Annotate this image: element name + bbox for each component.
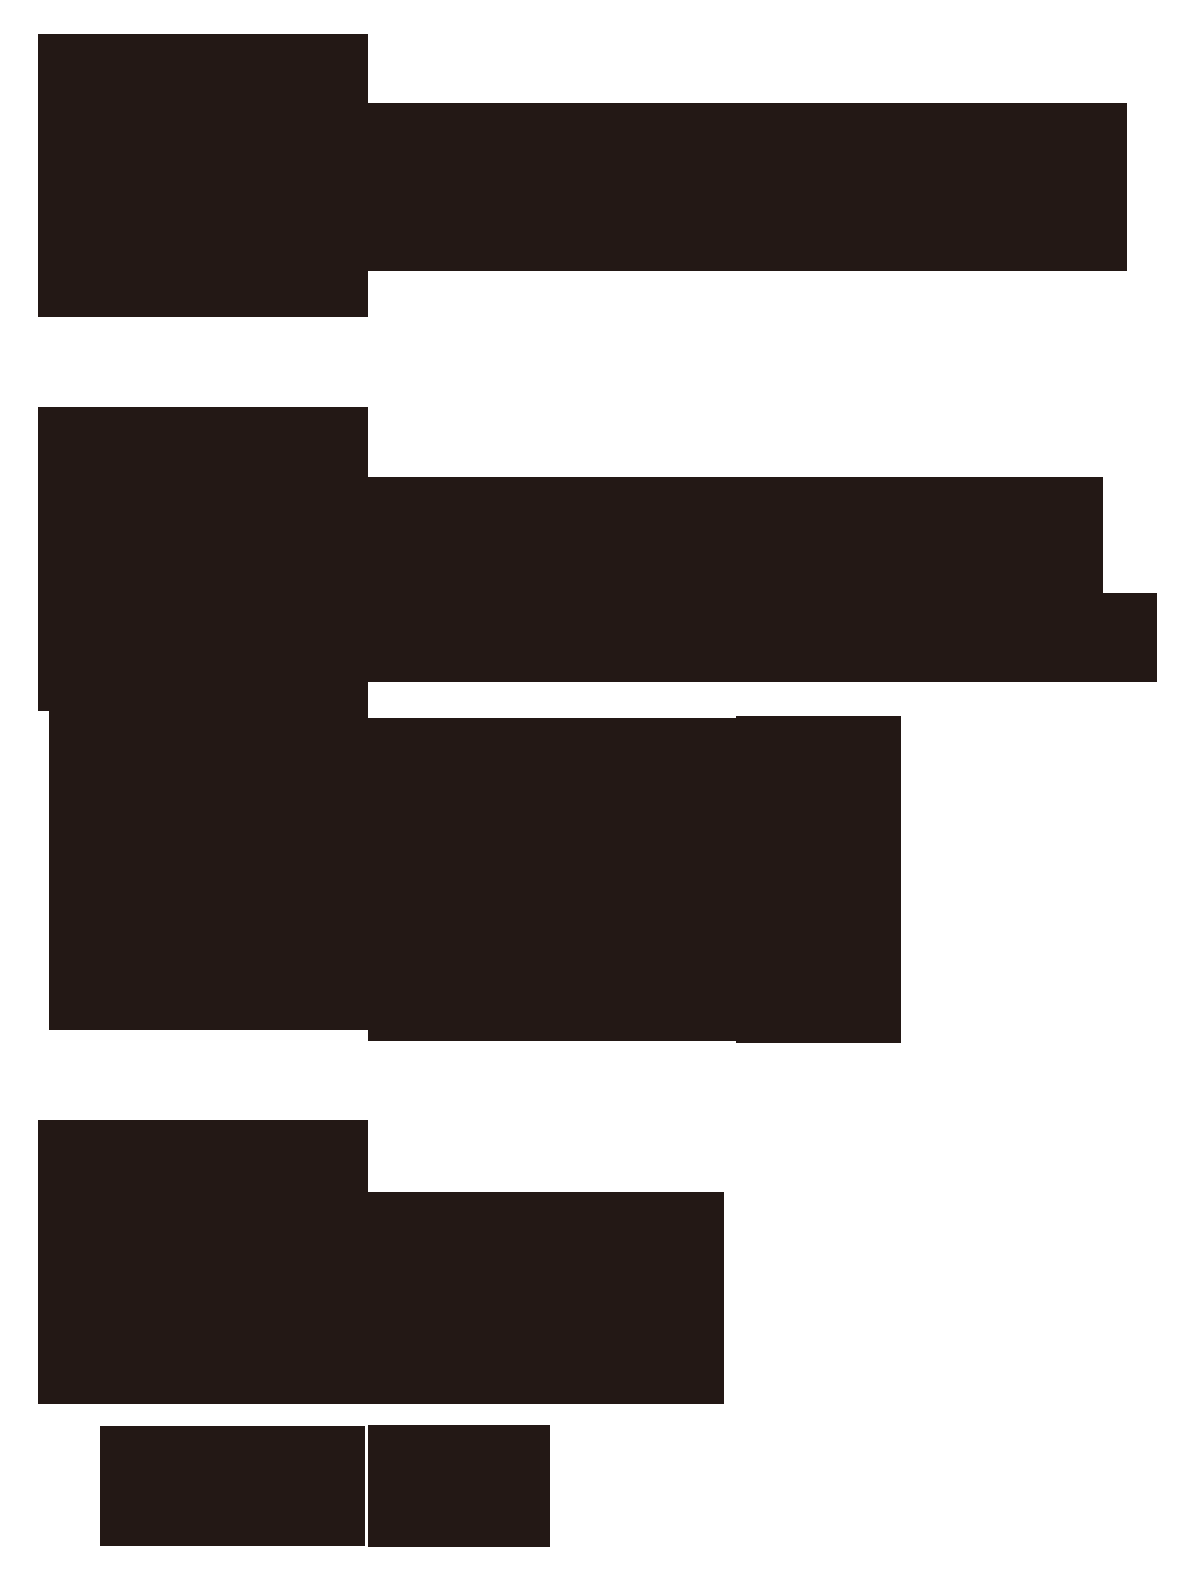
redaction-block-mid-left xyxy=(38,407,368,711)
redaction-block-lower-right-column xyxy=(736,716,901,1043)
redaction-block-top-right-bar xyxy=(368,103,1127,271)
redaction-block-mid-right-upper xyxy=(368,477,1103,593)
redaction-block-top-left xyxy=(38,34,368,317)
redaction-block-lower-mid-column xyxy=(368,718,736,1041)
redaction-block-lower-left-column xyxy=(49,711,368,1030)
redaction-block-bottom-left xyxy=(38,1120,368,1404)
redaction-block-bottom-right xyxy=(368,1192,724,1404)
redaction-block-mid-right-lower xyxy=(368,593,1157,682)
redaction-block-footer-right xyxy=(368,1425,550,1547)
redaction-block-footer-left xyxy=(100,1426,365,1546)
